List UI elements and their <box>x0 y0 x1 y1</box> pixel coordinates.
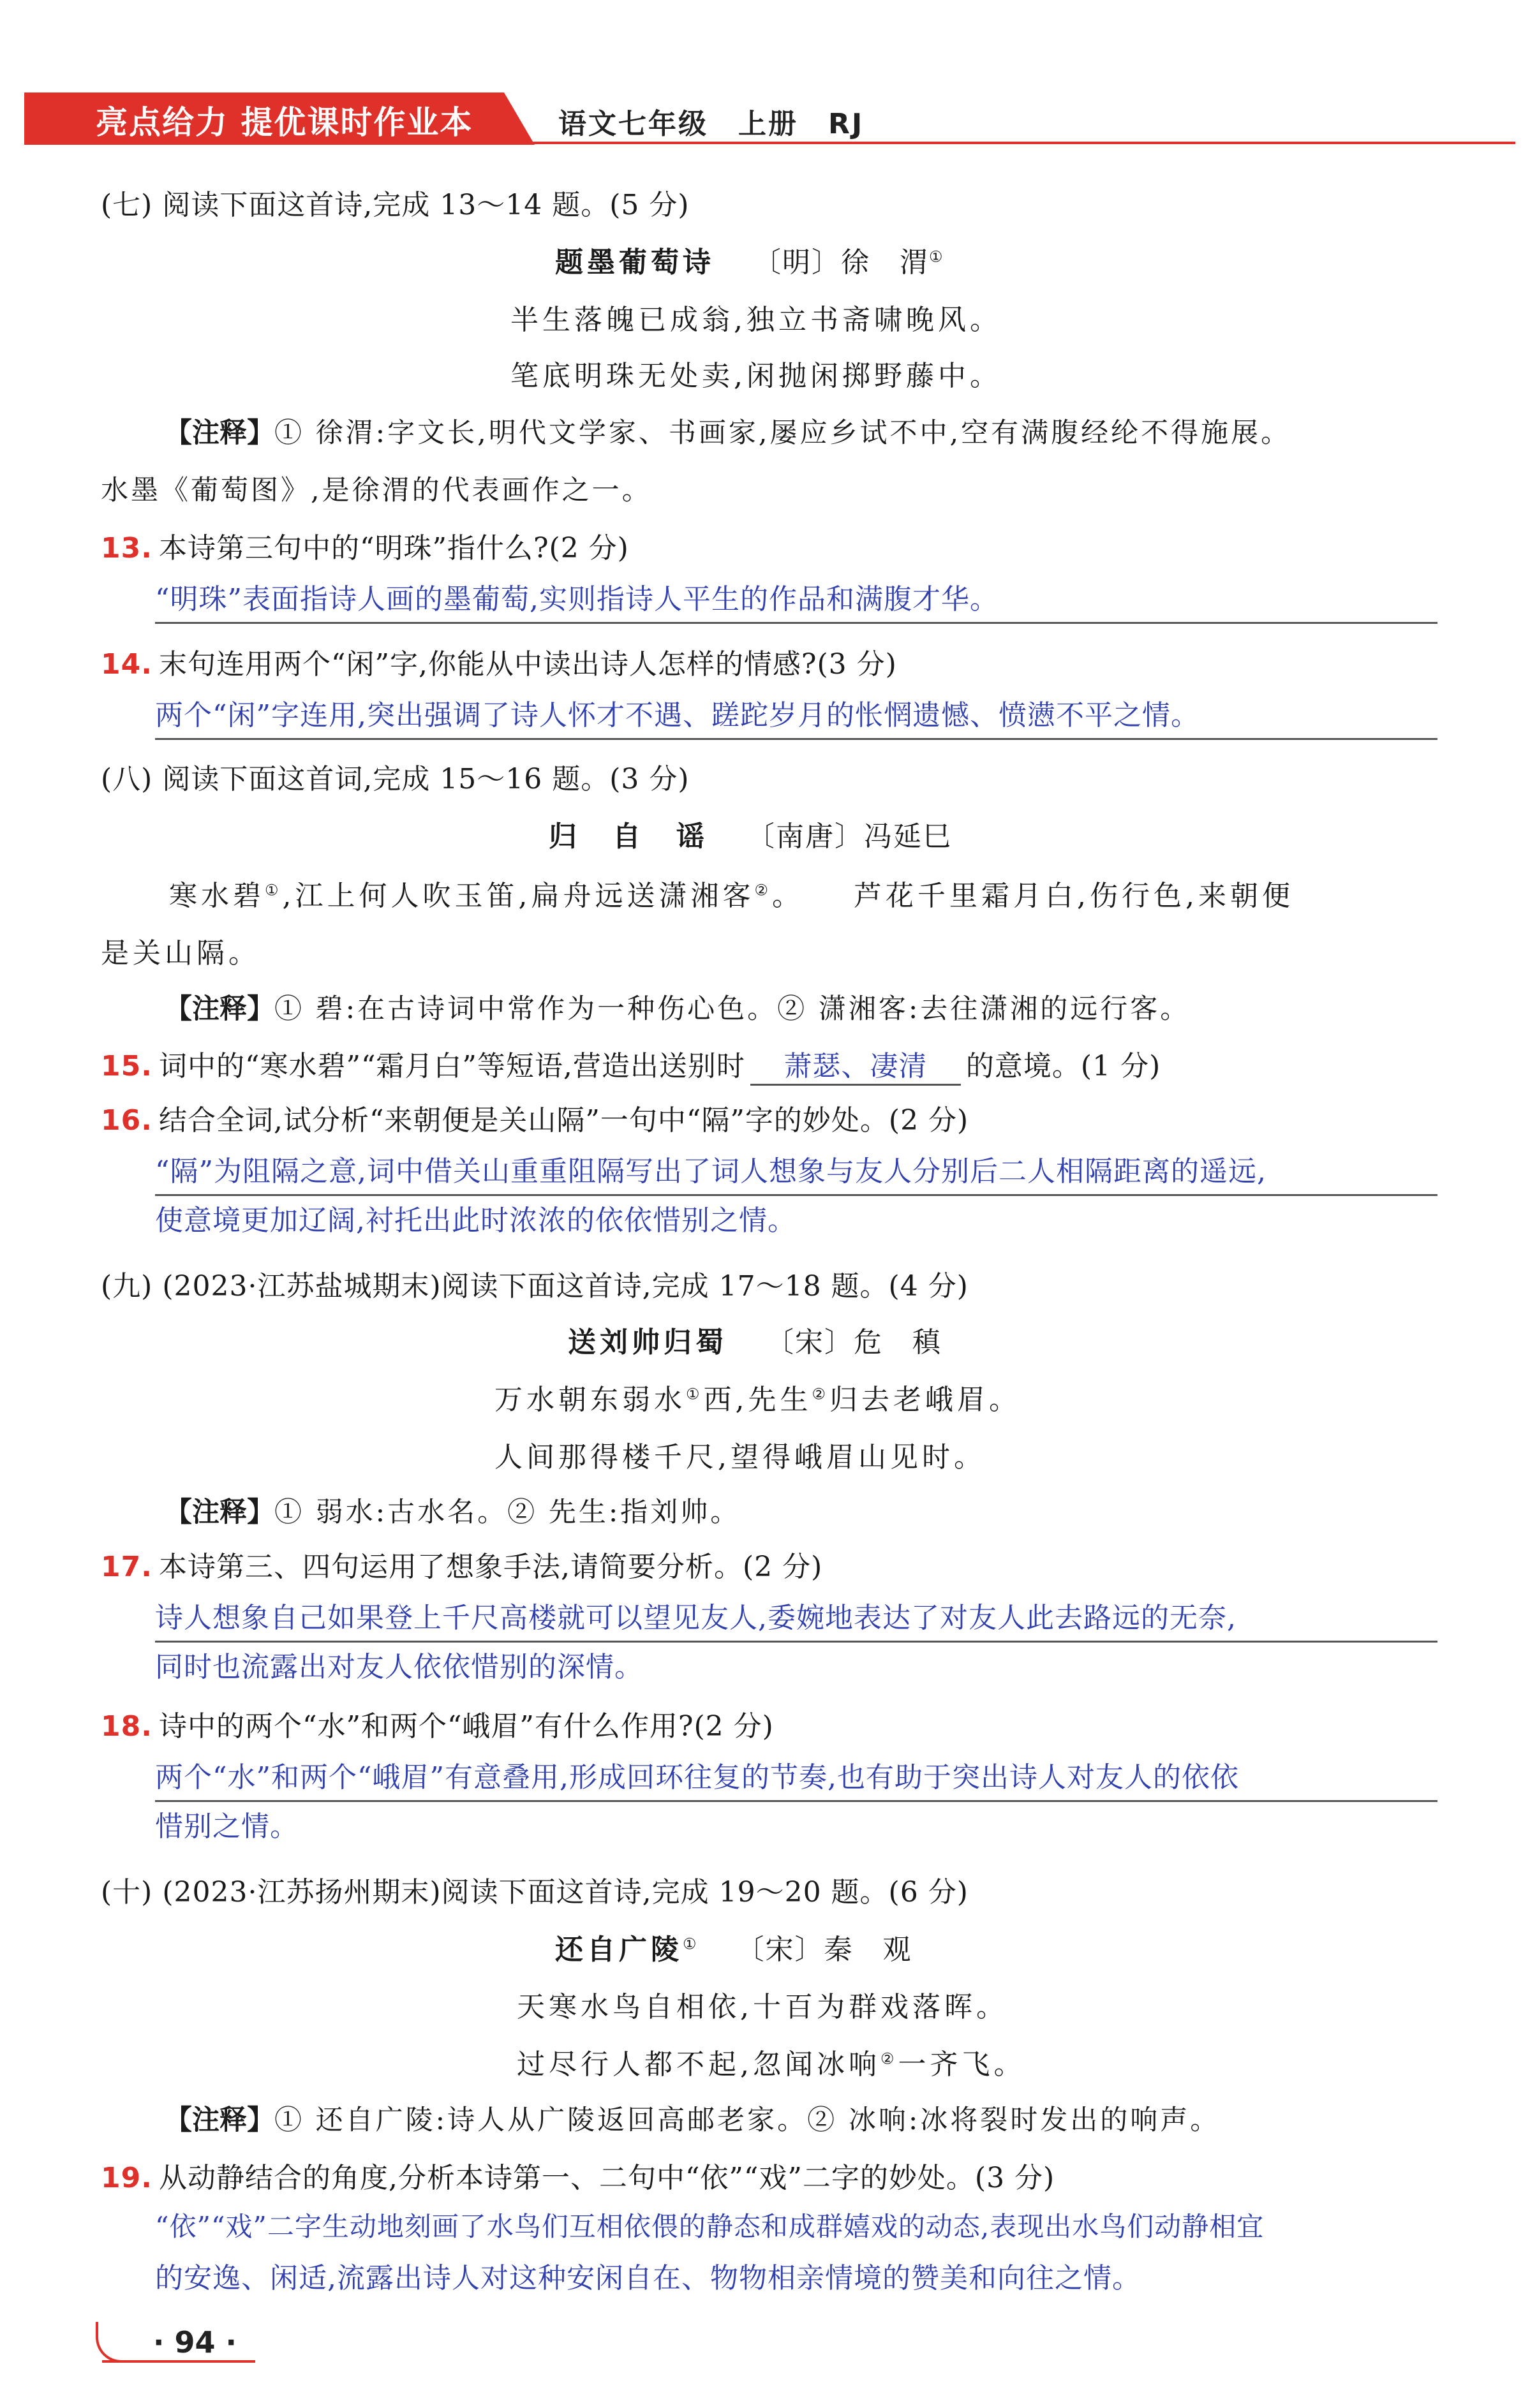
poem-author: 〔宋〕秦 观 <box>736 1933 912 1966</box>
poem-title: 还自广陵 <box>555 1933 683 1966</box>
answer-underline <box>155 622 1437 624</box>
question-13: 13. 本诗第三句中的“明珠”指什么?(2 分) <box>101 532 629 565</box>
poem-author: 〔明〕徐 渭 <box>753 246 929 279</box>
note-text: ① 碧:在古诗词中常作为一种伤心色。② 潇湘客:去往潇湘的远行客。 <box>274 993 1191 1025</box>
answer-underline <box>155 1194 1437 1196</box>
answer-16-line-2: 使意境更加辽阔,衬托出此时浓浓的依依惜别之情。 <box>155 1204 796 1237</box>
question-18: 18. 诗中的两个“水”和两个“峨眉”有什么作用?(2 分) <box>101 1710 774 1743</box>
question-19: 19. 从动静结合的角度,分析本诗第一、二句中“依”“戏”二字的妙处。(3 分) <box>101 2162 1055 2194</box>
question-16: 16. 结合全词,试分析“来朝便是关山隔”一句中“隔”字的妙处。(2 分) <box>101 1104 969 1137</box>
answer-underline <box>155 1800 1437 1802</box>
note <box>101 2099 1220 2138</box>
poem-line: 天寒水鸟自相依,十百为群戏落晖。 <box>517 1991 1008 2023</box>
section-7-heading: (七) 阅读下面这首诗,完成 13～14 题。(5 分) <box>101 189 690 221</box>
poem-title: 归 自 谣 <box>549 820 708 853</box>
answer-14: 两个“闲”字连用,突出强调了诗人怀才不遇、蹉跎岁月的怅惘遗憾、愤懑不平之情。 <box>155 699 1199 732</box>
note <box>101 987 1190 1026</box>
section-8-heading: (八) 阅读下面这首词,完成 15～16 题。(3 分) <box>101 763 690 795</box>
poem-line: 万水朝东弱水①西,先生②归去老峨眉。 <box>494 1384 1021 1416</box>
question-17: 17. 本诗第三、四句运用了想象手法,请简要分析。(2 分) <box>101 1551 823 1583</box>
note <box>101 411 1291 450</box>
footer-rule <box>102 2360 255 2363</box>
poem-author: 〔宋〕危 稹 <box>766 1326 942 1359</box>
note-label: 【注释】 <box>165 1496 274 1528</box>
footer-ornament <box>96 2322 137 2363</box>
footnote-marker: ① <box>929 247 944 266</box>
book-subtitle: 语文七年级 上册 RJ <box>558 108 865 140</box>
note-label: 【注释】 <box>165 2104 274 2136</box>
question-14: 14. 末句连用两个“闲”字,你能从中读出诗人怎样的情感?(3 分) <box>101 648 897 681</box>
poem-line: 是关山隔。 <box>101 937 260 970</box>
poem-title-line <box>568 1319 942 1360</box>
poem-line: 人间那得楼千尺,望得峨眉山见时。 <box>494 1441 986 1474</box>
poem-title-line <box>555 239 944 280</box>
poem-title-line: 还自广陵① 〔宋〕秦 观 <box>555 1933 912 1966</box>
answer-13: “明珠”表面指诗人画的墨葡萄,实则指诗人平生的作品和满腹才华。 <box>155 583 999 616</box>
note-text: ① 还自广陵:诗人从广陵返回高邮老家。② 冰响:冰将裂时发出的响声。 <box>274 2104 1221 2136</box>
book-title: 亮点给力 提优课时作业本 <box>96 104 473 141</box>
page-number: · 94 · <box>153 2325 237 2360</box>
poem-author: 〔南唐〕冯延巳 <box>746 820 952 853</box>
note-continuation: 水墨《葡萄图》,是徐渭的代表画作之一。 <box>101 475 652 506</box>
section-9-heading: (九) (2023·江苏盐城期末)阅读下面这首诗,完成 17～18 题。(4 分) <box>101 1270 969 1303</box>
answer-underline <box>155 738 1437 740</box>
section-10-heading: (十) (2023·江苏扬州期末)阅读下面这首诗,完成 19～20 题。(6 分) <box>101 1876 969 1909</box>
poem-line: 寒水碧①,江上何人吹玉笛,扁舟远送潇湘客②。 芦花千里霜月白,伤行色,来朝便 <box>169 880 1294 912</box>
header-rule <box>530 142 1515 144</box>
answer-19-line-1: “依”“戏”二字生动地刻画了水鸟们互相依偎的静态和成群嬉戏的动态,表现出水鸟们动静相宜 <box>155 2211 1265 2242</box>
answer-underline <box>155 1641 1437 1643</box>
poem-line: 半生落魄已成翁,独立书斋啸晚风。 <box>510 304 1002 336</box>
note-text: ① 弱水:古水名。② 先生:指刘帅。 <box>274 1496 741 1528</box>
answer-15-blank: 萧瑟、凄清 <box>750 1043 961 1086</box>
note-text: ① 徐渭:字文长,明代文学家、书画家,屡应乡试不中,空有满腹经纶不得施展。 <box>274 417 1291 449</box>
note-label: 【注释】 <box>165 417 274 449</box>
note-label: 【注释】 <box>165 993 274 1025</box>
answer-18-line-1: 两个“水”和两个“峨眉”有意叠用,形成回环往复的节奏,也有助于突出诗人对友人的依依 <box>155 1761 1239 1794</box>
page-header <box>0 0 1530 153</box>
question-15: 15. 词中的“寒水碧”“霜月白”等短语,营造出送别时 萧瑟、凄清 的意境。(1 分) <box>101 1043 1161 1086</box>
poem-title-line <box>549 813 952 854</box>
poem-line: 笔底明珠无处卖,闲抛闲掷野藤中。 <box>510 360 1002 392</box>
answer-17-line-1: 诗人想象自己如果登上千尺高楼就可以望见友人,委婉地表达了对友人此去路远的无奈, <box>155 1602 1237 1634</box>
poem-title: 送刘帅归蜀 <box>568 1326 727 1359</box>
note <box>101 1491 740 1530</box>
answer-17-line-2: 同时也流露出对友人依依惜别的深情。 <box>155 1651 643 1683</box>
poem-title: 题墨葡萄诗 <box>555 246 715 279</box>
answer-16-line-1: “隔”为阻隔之意,词中借关山重重阻隔写出了词人想象与友人分别后二人相隔距离的遥远, <box>155 1155 1266 1188</box>
poem-line: 过尽行人都不起,忽闻冰响②一齐飞。 <box>517 2048 1026 2081</box>
answer-19-line-2: 的安逸、闲适,流露出诗人对这种安闲自在、物物相亲情境的赞美和向往之情。 <box>155 2262 1141 2294</box>
answer-18-line-2: 惜别之情。 <box>155 1810 299 1843</box>
